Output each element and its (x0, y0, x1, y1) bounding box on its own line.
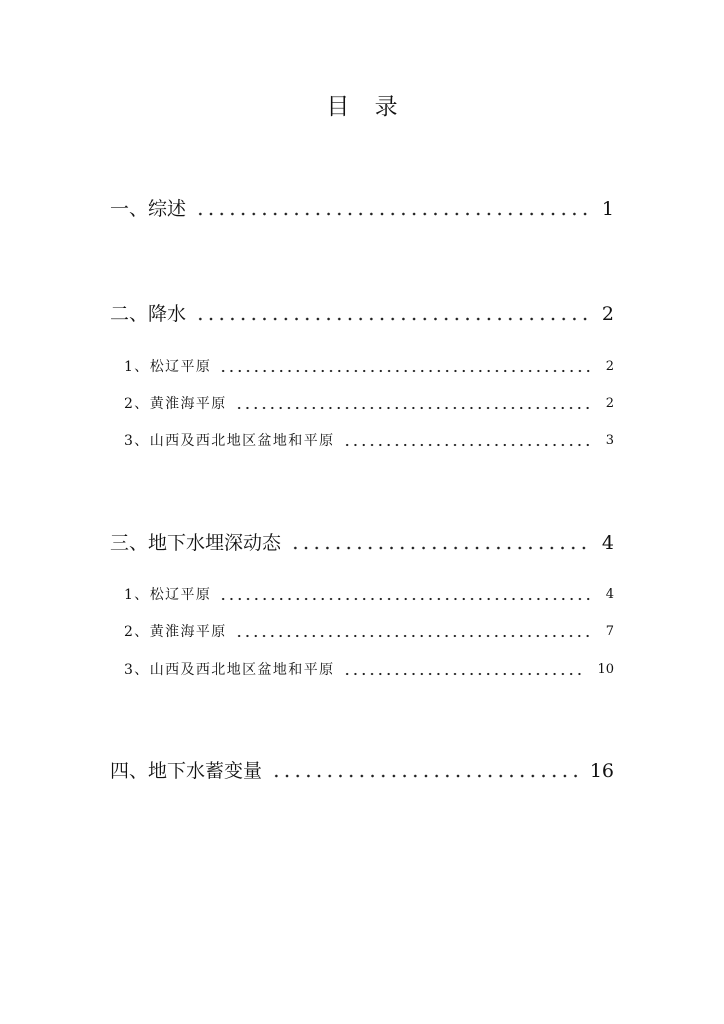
toc-subentry (124, 357, 614, 377)
dot-leader (271, 759, 578, 783)
toc-page-number: 4 (601, 532, 614, 554)
dot-leader (235, 394, 594, 414)
toc-subentry-label: 2、黄淮海平原 (124, 624, 227, 640)
dot-leader (195, 197, 590, 221)
toc-page-number: 3 (605, 433, 614, 448)
toc-subentry (124, 585, 614, 605)
dot-leader (219, 357, 593, 377)
toc-page-number: 4 (605, 587, 614, 602)
dot-leader (290, 531, 590, 555)
toc-subentry (124, 622, 614, 642)
toc-entry-label: 一、综述 (110, 198, 187, 220)
toc-entry-label: 二、降水 (110, 303, 187, 325)
toc-subentry (124, 431, 614, 451)
toc-subentry-label: 3、山西及西北地区盆地和平原 (124, 433, 335, 449)
dot-leader (195, 302, 590, 326)
toc-subentry (124, 660, 614, 680)
toc-entry (110, 759, 614, 783)
toc-subentry (124, 394, 614, 414)
toc-subentry-label: 1、松辽平原 (124, 359, 212, 375)
toc-entry (110, 302, 614, 326)
dot-leader (219, 585, 593, 605)
toc-subentry-label: 3、山西及西北地区盆地和平原 (124, 662, 335, 678)
page-title: 目 录 (326, 94, 407, 120)
toc-subentry-label: 2、黄淮海平原 (124, 396, 227, 412)
toc-page-number: 1 (601, 198, 614, 220)
toc-subentry-label: 1、松辽平原 (124, 587, 212, 603)
toc-page-number: 2 (605, 396, 614, 411)
toc-page-number: 16 (589, 760, 614, 782)
toc-page-number: 7 (605, 624, 614, 639)
dot-leader (343, 660, 586, 680)
toc-page-number: 10 (597, 662, 614, 677)
dot-leader (235, 622, 594, 642)
toc-page-number: 2 (605, 359, 614, 374)
toc-entry (110, 531, 614, 555)
toc-entry-label: 三、地下水埋深动态 (110, 532, 282, 554)
toc-page-number: 2 (601, 303, 614, 325)
dot-leader (343, 431, 594, 451)
toc-entry-label: 四、地下水蓄变量 (110, 760, 263, 782)
toc-entry (110, 197, 614, 221)
